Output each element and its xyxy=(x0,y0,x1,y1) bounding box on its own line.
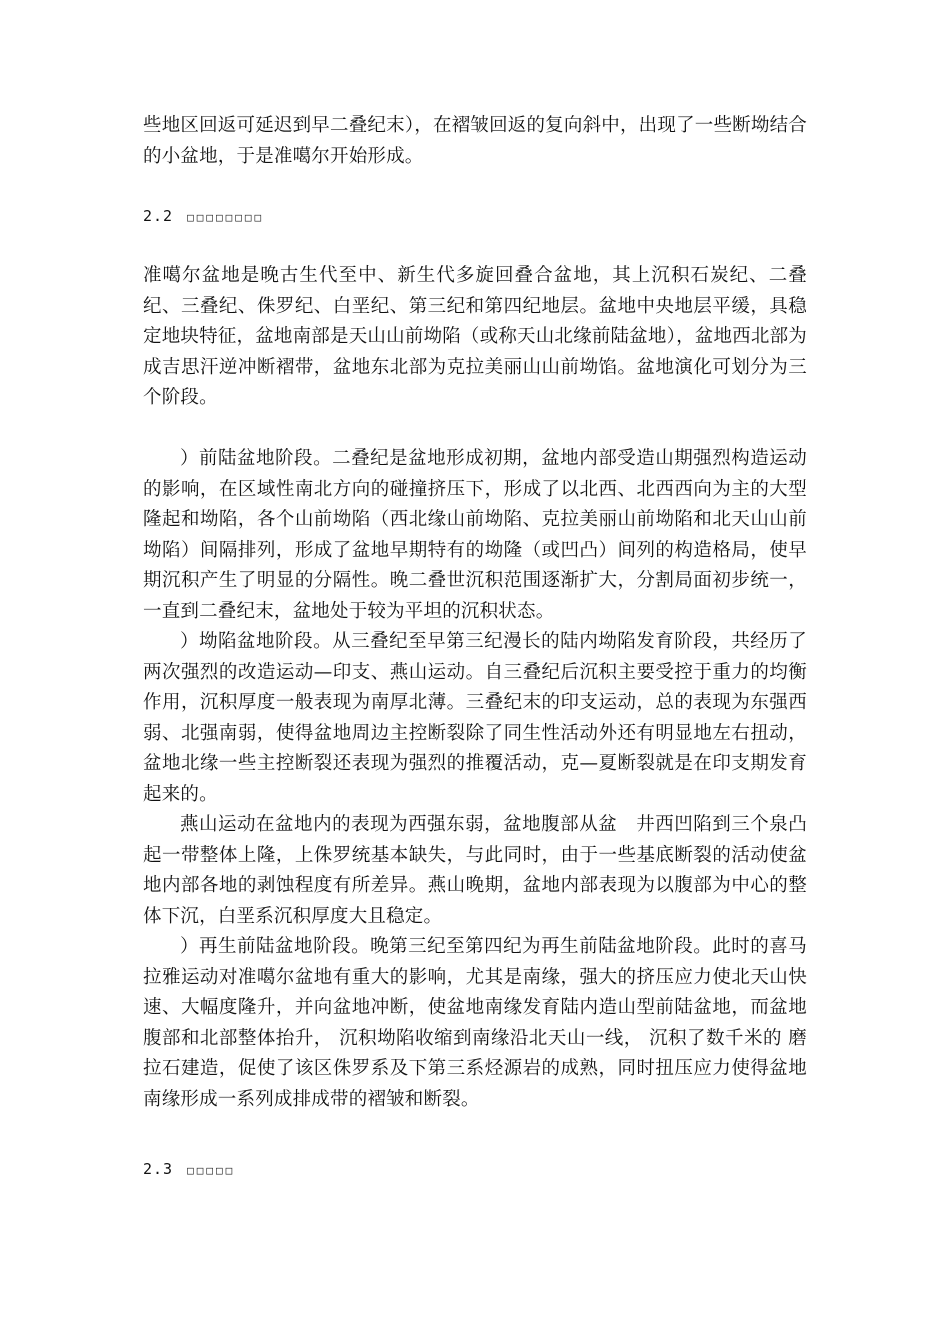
section-title: □□□□□□□□ xyxy=(187,211,265,224)
section-title: □□□□□ xyxy=(187,1164,236,1177)
paragraph-reborn-foreland-stage: ）再生前陆盆地阶段。晚第三纪至第四纪为再生前陆盆地阶段。此时的喜马拉雅运动对准噶尔盆地有重大的影响，尤其是南缘，强大的挤压应力使北天山快速、大幅度隆升，并向盆地冲断，使盆地南缘发育陆内造山型前陆盆地，而盆地腹部和北部整体抬升， 沉积坳陷收缩到南缘沿北天山一线， 沉积了数千米的 磨拉石建造，促使了该区侏罗系及下第三系烃源岩的成熟，同时扭压应力使得盆地南缘形成一系列成排成带的褶皱和断裂。 xyxy=(143,936,807,1110)
paragraph-depression-stage: ）坳陷盆地阶段。从三叠纪至早第三纪漫长的陆内坳陷发育阶段，共经历了两次强烈的改造运动—印支、燕山运动。自三叠纪后沉积主要受控于重力的均衡作用，沉积厚度一般表现为南厚北薄。三叠纪末的印支运动，总的表现为东强西弱、北强南弱，使得盆地周边主控断裂除了同生性活动外还有明显地左右扭动，盆地北缘一些主控断裂还表现为强烈的推覆活动，克—夏断裂就是在印支期发育起来的。 xyxy=(143,631,807,805)
paragraph-overview: 准噶尔盆地是晚古生代至中、新生代多旋回叠合盆地，其上沉积石炭纪、二叠纪、三叠纪、侏罗纪、白垩纪、第三纪和第四纪地层。盆地中央地层平缓，具稳定地块特征，盆地南部是天山山前坳陷（或称天山北缘前陆盆地），盆地西北部为成吉思汗逆冲断褶带，盆地东北部为克拉美丽山山前坳馅。盆地演化可划分为三个阶段。 xyxy=(143,265,807,408)
section-number: 2.2 xyxy=(143,207,174,225)
paragraph-yanshan-movement: 燕山运动在盆地内的表现为西强东弱，盆地腹部从盆 井西凹陷到三个泉凸起一带整体上隆，上侏罗统基本缺失，与此同时，由于一些基底断裂的活动使盆地内部各地的剥蚀程度有所差异。燕山晚期，盆地内部表现为以腹部为中心的整体下沉，白垩系沉积厚度大且稳定。 xyxy=(143,814,807,927)
section-number: 2.3 xyxy=(143,1160,174,1178)
section-heading-2-2 xyxy=(143,206,264,228)
intro-paragraph: 些地区回返可延迟到早二叠纪末），在褶皱回返的复向斜中，出现了一些断坳结合的小盆地，于是准噶尔开始形成。 xyxy=(143,115,807,167)
paragraph-foreland-stage: ）前陆盆地阶段。二叠纪是盆地形成初期，盆地内部受造山期强烈构造运动的影响，在区域性南北方向的碰撞挤压下，形成了以北西、北西西向为主的大型隆起和坳陷，各个山前坳陷（西北缘山前坳陷、克拉美丽山前坳陷和北天山山前坳陷）间隔排列，形成了盆地早期特有的坳隆（或凹凸）间列的构造格局，使早期沉积产生了明显的分隔性。晚二叠世沉积范围逐渐扩大，分割局面初步统一，一直到二叠纪末，盆地处于较为平坦的沉积状态。 xyxy=(143,448,807,622)
section-heading-2-3 xyxy=(143,1159,235,1181)
